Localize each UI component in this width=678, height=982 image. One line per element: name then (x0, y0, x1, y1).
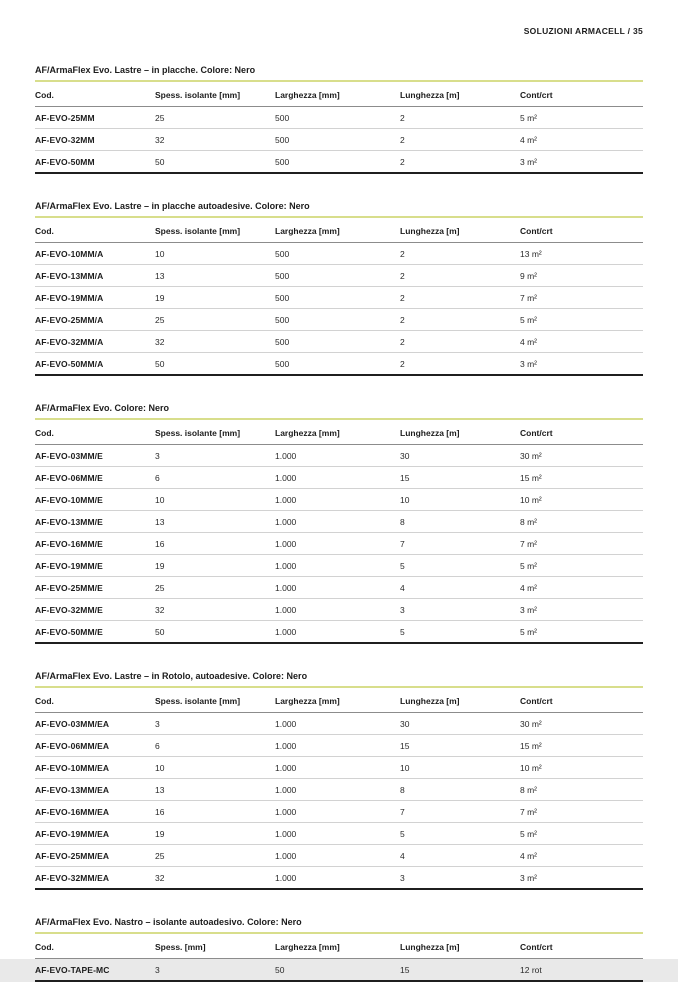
table-row (35, 265, 643, 287)
table-cell: 32 (155, 129, 275, 151)
table-cell: 10 (400, 489, 520, 511)
table-row (35, 243, 643, 265)
table-cell: 7 (400, 801, 520, 823)
table-title: AF/ArmaFlex Evo. Nastro – isolante autoadesivo. Colore: Nero (35, 917, 643, 934)
product-code-cell: AF-EVO-16MM/E (35, 533, 155, 555)
table-row (35, 801, 643, 823)
table-row (35, 555, 643, 577)
product-code-cell: AF-EVO-25MM/EA (35, 845, 155, 867)
product-code-cell: AF-EVO-32MM/EA (35, 873, 110, 883)
table-cell: 50 (155, 157, 165, 167)
table-row (35, 287, 643, 309)
column-header: Spess. isolante [mm] (155, 83, 275, 107)
table-cell: 7 m² (520, 287, 643, 309)
product-table-section (35, 65, 643, 174)
table-title: AF/ArmaFlex Evo. Colore: Nero (35, 403, 643, 420)
table-cell: 15 (400, 467, 520, 489)
table-cell: 500 (275, 287, 400, 309)
column-header: Cod. (35, 219, 155, 243)
product-code-cell: AF-EVO-03MM/EA (35, 713, 155, 735)
table-cell: 3 m² (520, 873, 537, 883)
product-table-section (35, 201, 643, 376)
table-cell: 15 m² (520, 467, 643, 489)
table-cell: 5 m² (520, 107, 643, 129)
table-cell: 3 (400, 599, 520, 621)
table-row (35, 599, 643, 621)
table-title: AF/ArmaFlex Evo. Lastre – in placche. Colore: Nero (35, 65, 643, 82)
table-cell: 50 (275, 965, 285, 975)
table-cell: 25 (155, 107, 275, 129)
column-header: Cont/crt (520, 689, 643, 713)
table-cell: 10 (155, 489, 275, 511)
header-row (35, 83, 643, 107)
table-cell: 13 (155, 779, 275, 801)
table-cell: 25 (155, 577, 275, 599)
column-header: Lunghezza [m] (400, 219, 520, 243)
product-code-cell: AF-EVO-25MM/E (35, 577, 155, 599)
table-cell: 4 m² (520, 331, 643, 353)
column-header: Spess. isolante [mm] (155, 689, 275, 713)
table-cell: 500 (275, 107, 400, 129)
product-code-cell: AF-EVO-32MM/A (35, 331, 155, 353)
table-cell: 500 (275, 157, 290, 167)
table-cell: 7 m² (520, 533, 643, 555)
product-code-cell: AF-EVO-10MM/E (35, 489, 155, 511)
table-cell: 1.000 (275, 489, 400, 511)
table-cell: 9 m² (520, 265, 643, 287)
column-header: Larghezza [mm] (275, 421, 400, 445)
product-table (35, 935, 643, 982)
table-cell: 19 (155, 555, 275, 577)
table-cell: 2 (400, 265, 520, 287)
product-code-cell: AF-EVO-50MM/E (35, 627, 103, 637)
product-code-cell: AF-EVO-16MM/EA (35, 801, 155, 823)
table-cell: 1.000 (275, 801, 400, 823)
header-row (35, 689, 643, 713)
table-row (35, 445, 643, 467)
table-cell: 2 (400, 287, 520, 309)
table-row (35, 533, 643, 555)
product-code-cell: AF-EVO-25MM/A (35, 309, 155, 331)
table-cell: 4 m² (520, 577, 643, 599)
table-row (35, 151, 643, 174)
table-cell: 32 (155, 599, 275, 621)
table-cell: 1.000 (275, 577, 400, 599)
table-cell: 3 (155, 965, 160, 975)
table-cell: 4 m² (520, 129, 643, 151)
header-row (35, 935, 643, 959)
header-row (35, 421, 643, 445)
column-header: Spess. isolante [mm] (155, 219, 275, 243)
product-code-cell: AF-EVO-10MM/A (35, 243, 155, 265)
table-cell: 5 m² (520, 823, 643, 845)
column-header: Larghezza [mm] (275, 935, 400, 959)
column-header: Lunghezza [m] (400, 689, 520, 713)
table-row (35, 867, 643, 890)
table-row (35, 735, 643, 757)
table-cell: 25 (155, 845, 275, 867)
column-header: Spess. [mm] (155, 935, 275, 959)
column-header: Larghezza [mm] (275, 219, 400, 243)
product-code-cell: AF-EVO-13MM/EA (35, 779, 155, 801)
table-row (35, 107, 643, 129)
product-code-cell: AF-EVO-19MM/A (35, 287, 155, 309)
column-header: Spess. isolante [mm] (155, 421, 275, 445)
table-cell: 2 (400, 309, 520, 331)
table-cell: 500 (275, 129, 400, 151)
table-cell: 8 m² (520, 511, 643, 533)
product-code-cell: AF-EVO-19MM/EA (35, 823, 155, 845)
table-cell: 1.000 (275, 713, 400, 735)
table-row (35, 959, 643, 982)
product-table-section (35, 917, 643, 982)
table-cell: 7 m² (520, 801, 643, 823)
table-cell: 4 m² (520, 845, 643, 867)
table-cell: 5 m² (520, 627, 537, 637)
table-cell: 5 (400, 555, 520, 577)
product-table (35, 83, 643, 174)
table-cell: 1.000 (275, 511, 400, 533)
table-cell: 10 (400, 757, 520, 779)
table-cell: 13 m² (520, 243, 643, 265)
column-header: Cod. (35, 935, 155, 959)
table-row (35, 845, 643, 867)
product-code-cell: AF-EVO-TAPE-MC (35, 965, 110, 975)
table-cell: 1.000 (275, 467, 400, 489)
table-row (35, 757, 643, 779)
table-cell: 2 (400, 129, 520, 151)
table-cell: 5 m² (520, 309, 643, 331)
column-header: Cont/crt (520, 83, 643, 107)
product-code-cell: AF-EVO-32MM (35, 129, 155, 151)
table-cell: 15 (400, 735, 520, 757)
table-row (35, 779, 643, 801)
table-cell: 2 (400, 359, 405, 369)
table-row (35, 823, 643, 845)
table-cell: 8 (400, 779, 520, 801)
table-cell: 1.000 (275, 445, 400, 467)
column-header: Lunghezza [m] (400, 935, 520, 959)
column-header: Larghezza [mm] (275, 83, 400, 107)
table-cell: 15 m² (520, 735, 643, 757)
column-header: Lunghezza [m] (400, 421, 520, 445)
table-cell: 50 (155, 627, 165, 637)
table-cell: 3 (155, 713, 275, 735)
table-cell: 32 (155, 873, 165, 883)
table-cell: 19 (155, 823, 275, 845)
table-cell: 13 (155, 511, 275, 533)
table-cell: 500 (275, 331, 400, 353)
table-cell: 1.000 (275, 845, 400, 867)
table-cell: 10 (155, 243, 275, 265)
table-title: AF/ArmaFlex Evo. Lastre – in Rotolo, autoadesive. Colore: Nero (35, 671, 643, 688)
table-cell: 13 (155, 265, 275, 287)
table-cell: 4 (400, 845, 520, 867)
table-cell: 3 m² (520, 599, 643, 621)
product-table (35, 421, 643, 644)
table-cell: 500 (275, 265, 400, 287)
product-table (35, 689, 643, 890)
table-cell: 16 (155, 801, 275, 823)
table-cell: 1.000 (275, 823, 400, 845)
table-cell: 5 (400, 627, 405, 637)
table-cell: 1.000 (275, 873, 297, 883)
table-row (35, 713, 643, 735)
table-cell: 12 rot (520, 965, 542, 975)
table-cell: 19 (155, 287, 275, 309)
product-code-cell: AF-EVO-10MM/EA (35, 757, 155, 779)
table-cell: 6 (155, 735, 275, 757)
table-row (35, 129, 643, 151)
table-cell: 50 (155, 359, 165, 369)
table-cell: 4 (400, 577, 520, 599)
table-row (35, 577, 643, 599)
table-cell: 500 (275, 309, 400, 331)
column-header: Cont/crt (520, 421, 643, 445)
table-cell: 30 (400, 713, 520, 735)
table-cell: 1.000 (275, 533, 400, 555)
table-row (35, 511, 643, 533)
table-cell: 1.000 (275, 599, 400, 621)
table-cell: 15 (400, 965, 410, 975)
product-code-cell: AF-EVO-13MM/A (35, 265, 155, 287)
column-header: Cod. (35, 689, 155, 713)
table-cell: 6 (155, 467, 275, 489)
page-header: SOLUZIONI ARMACELL / 35 (523, 26, 643, 36)
table-title: AF/ArmaFlex Evo. Lastre – in placche autoadesive. Colore: Nero (35, 201, 643, 218)
product-code-cell: AF-EVO-03MM/E (35, 445, 155, 467)
table-row (35, 621, 643, 644)
table-cell: 1.000 (275, 779, 400, 801)
table-cell: 8 m² (520, 779, 643, 801)
table-cell: 2 (400, 107, 520, 129)
table-row (35, 331, 643, 353)
column-header: Lunghezza [m] (400, 83, 520, 107)
table-row (35, 489, 643, 511)
table-cell: 10 m² (520, 489, 643, 511)
table-row (35, 467, 643, 489)
table-cell: 3 m² (520, 157, 537, 167)
table-cell: 5 (400, 823, 520, 845)
header-row (35, 219, 643, 243)
table-row (35, 309, 643, 331)
table-cell: 3 m² (520, 359, 537, 369)
table-cell: 5 m² (520, 555, 643, 577)
table-cell: 10 (155, 757, 275, 779)
product-code-cell: AF-EVO-06MM/E (35, 467, 155, 489)
column-header: Cod. (35, 421, 155, 445)
product-code-cell: AF-EVO-13MM/E (35, 511, 155, 533)
product-code-cell: AF-EVO-06MM/EA (35, 735, 155, 757)
table-cell: 7 (400, 533, 520, 555)
table-cell: 30 m² (520, 445, 643, 467)
table-cell: 500 (275, 243, 400, 265)
table-cell: 32 (155, 331, 275, 353)
table-cell: 1.000 (275, 757, 400, 779)
table-cell: 10 m² (520, 757, 643, 779)
product-code-cell: AF-EVO-19MM/E (35, 555, 155, 577)
table-cell: 3 (400, 873, 405, 883)
table-cell: 500 (275, 359, 290, 369)
column-header: Larghezza [mm] (275, 689, 400, 713)
column-header: Cont/crt (520, 935, 643, 959)
table-cell: 16 (155, 533, 275, 555)
table-cell: 2 (400, 243, 520, 265)
table-cell: 1.000 (275, 735, 400, 757)
table-cell: 1.000 (275, 555, 400, 577)
product-code-cell: AF-EVO-50MM/A (35, 359, 104, 369)
product-table-section (35, 403, 643, 644)
table-cell: 1.000 (275, 627, 297, 637)
table-row (35, 353, 643, 376)
table-cell: 30 (400, 445, 520, 467)
column-header: Cod. (35, 83, 155, 107)
product-table (35, 219, 643, 376)
table-cell: 30 m² (520, 713, 643, 735)
table-cell: 2 (400, 331, 520, 353)
product-code-cell: AF-EVO-32MM/E (35, 599, 155, 621)
table-cell: 8 (400, 511, 520, 533)
column-header: Cont/crt (520, 219, 643, 243)
table-cell: 25 (155, 309, 275, 331)
product-code-cell: AF-EVO-25MM (35, 107, 155, 129)
table-cell: 2 (400, 157, 405, 167)
tables-container (35, 65, 643, 982)
product-code-cell: AF-EVO-50MM (35, 157, 95, 167)
table-cell: 3 (155, 445, 275, 467)
product-table-section (35, 671, 643, 890)
